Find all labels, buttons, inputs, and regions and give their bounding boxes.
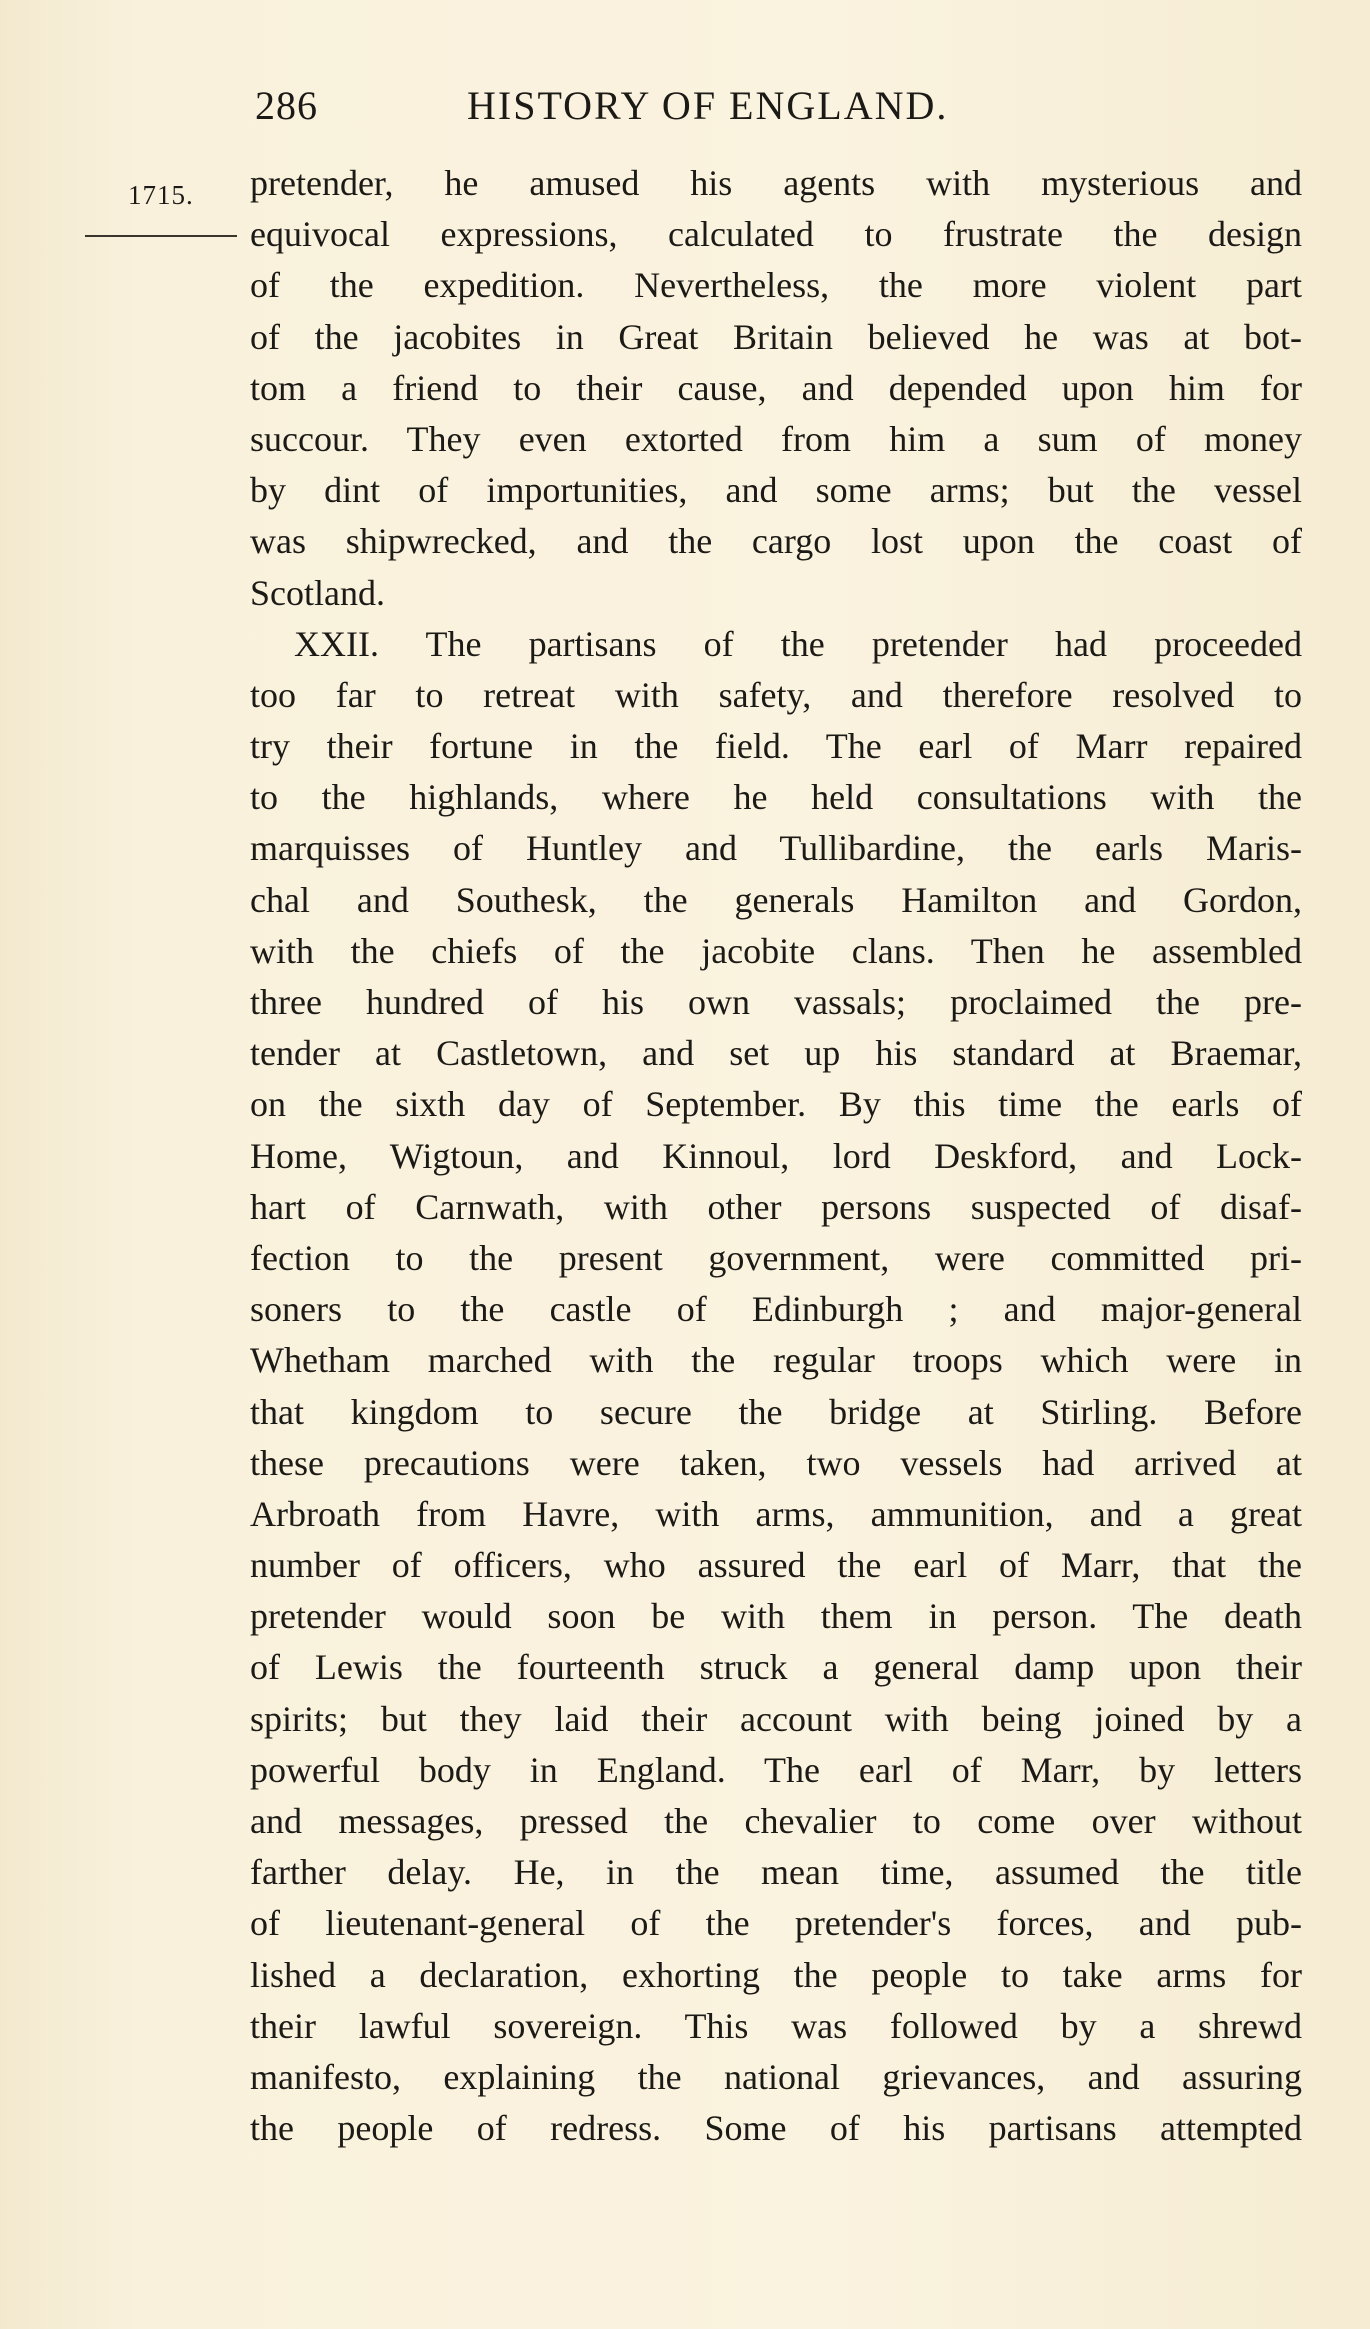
text-line: too far to retreat with safety, and therefore resolved to: [250, 674, 1302, 715]
text-line: of the jacobites in Great Britain believed he was at bot-: [250, 316, 1302, 357]
page-header: [250, 82, 1080, 142]
text-line: pretender, he amused his agents with mysterious and: [250, 163, 1302, 203]
text-line: Whetham marched with the regular troops which were in: [250, 1340, 1302, 1381]
text-line: with the chiefs of the jacobite clans. Then he assembled: [250, 930, 1302, 971]
text-line: tender at Castletown, and set up his standard at Braemar,: [250, 1033, 1302, 1074]
text-line: three hundred of his own vassals; proclaimed the pre-: [250, 982, 1302, 1022]
text-line: and messages, pressed the chevalier to come over without: [250, 1801, 1302, 1841]
text-line: these precautions were taken, two vessels had arrived at: [250, 1442, 1302, 1483]
text-line: of Lewis the fourteenth struck a general damp upon their: [250, 1647, 1302, 1688]
text-line: powerful body in England. The earl of Marr, by letters: [250, 1749, 1302, 1790]
text-line: of the expedition. Nevertheless, the more violent part: [250, 265, 1302, 306]
running-title: HISTORY OF ENGLAND.: [467, 83, 949, 128]
text-line: spirits; but they laid their account with being joined by a: [250, 1698, 1302, 1739]
text-line: fection to the present government, were committed pri-: [250, 1237, 1302, 1278]
text-line: manifesto, explaining the national grievances, and assuring: [250, 2056, 1302, 2097]
text-line: farther delay. He, in the mean time, assumed the title: [250, 1852, 1302, 1893]
text-line: was shipwrecked, and the cargo lost upon the coast of: [250, 521, 1302, 562]
text-line: number of officers, who assured the earl of Marr, that the: [250, 1545, 1302, 1586]
text-line: lished a declaration, exhorting the people to take arms for: [250, 1954, 1302, 1995]
margin-year-note: 1715.: [128, 180, 194, 210]
text-line: succour. They even extorted from him a sum of money: [250, 418, 1302, 459]
text-line: the people of redress. Some of his partisans attempted: [250, 2108, 1302, 2149]
text-line: Scotland.: [250, 572, 385, 613]
text-line: by dint of importunities, and some arms; but the vessel: [250, 470, 1302, 511]
text-line: tom a friend to their cause, and depended upon him for: [250, 367, 1302, 408]
margin-rule: [85, 235, 237, 237]
text-line: Arbroath from Havre, with arms, ammunition, and a great: [250, 1493, 1302, 1534]
text-line: of lieutenant-general of the pretender's forces, and pub-: [250, 1903, 1302, 1944]
text-line: try their fortune in the field. The earl of Marr repaired: [250, 726, 1302, 767]
text-line: marquisses of Huntley and Tullibardine, the earls Maris-: [250, 828, 1302, 869]
text-line: that kingdom to secure the bridge at Stirling. Before: [250, 1391, 1302, 1432]
text-line: pretender would soon be with them in person. The death: [250, 1596, 1302, 1637]
text-line: to the highlands, where he held consultations with the: [250, 777, 1302, 818]
section-heading-line: XXII. The partisans of the pretender had proceeded: [294, 623, 1302, 664]
text-line: Home, Wigtoun, and Kinnoul, lord Deskford, and Lock-: [250, 1135, 1302, 1176]
text-line: equivocal expressions, calculated to frustrate the design: [250, 214, 1302, 255]
text-line: their lawful sovereign. This was followed by a shrewd: [250, 2005, 1302, 2046]
text-line: soners to the castle of Edinburgh ; and major-general: [250, 1289, 1302, 1330]
text-line: on the sixth day of September. By this time the earls of: [250, 1084, 1302, 1125]
text-line: chal and Southesk, the generals Hamilton and Gordon,: [250, 879, 1302, 920]
body-text: [250, 158, 1302, 2154]
text-line: hart of Carnwath, with other persons suspected of disaf-: [250, 1186, 1302, 1227]
page-number: 286: [255, 83, 318, 128]
